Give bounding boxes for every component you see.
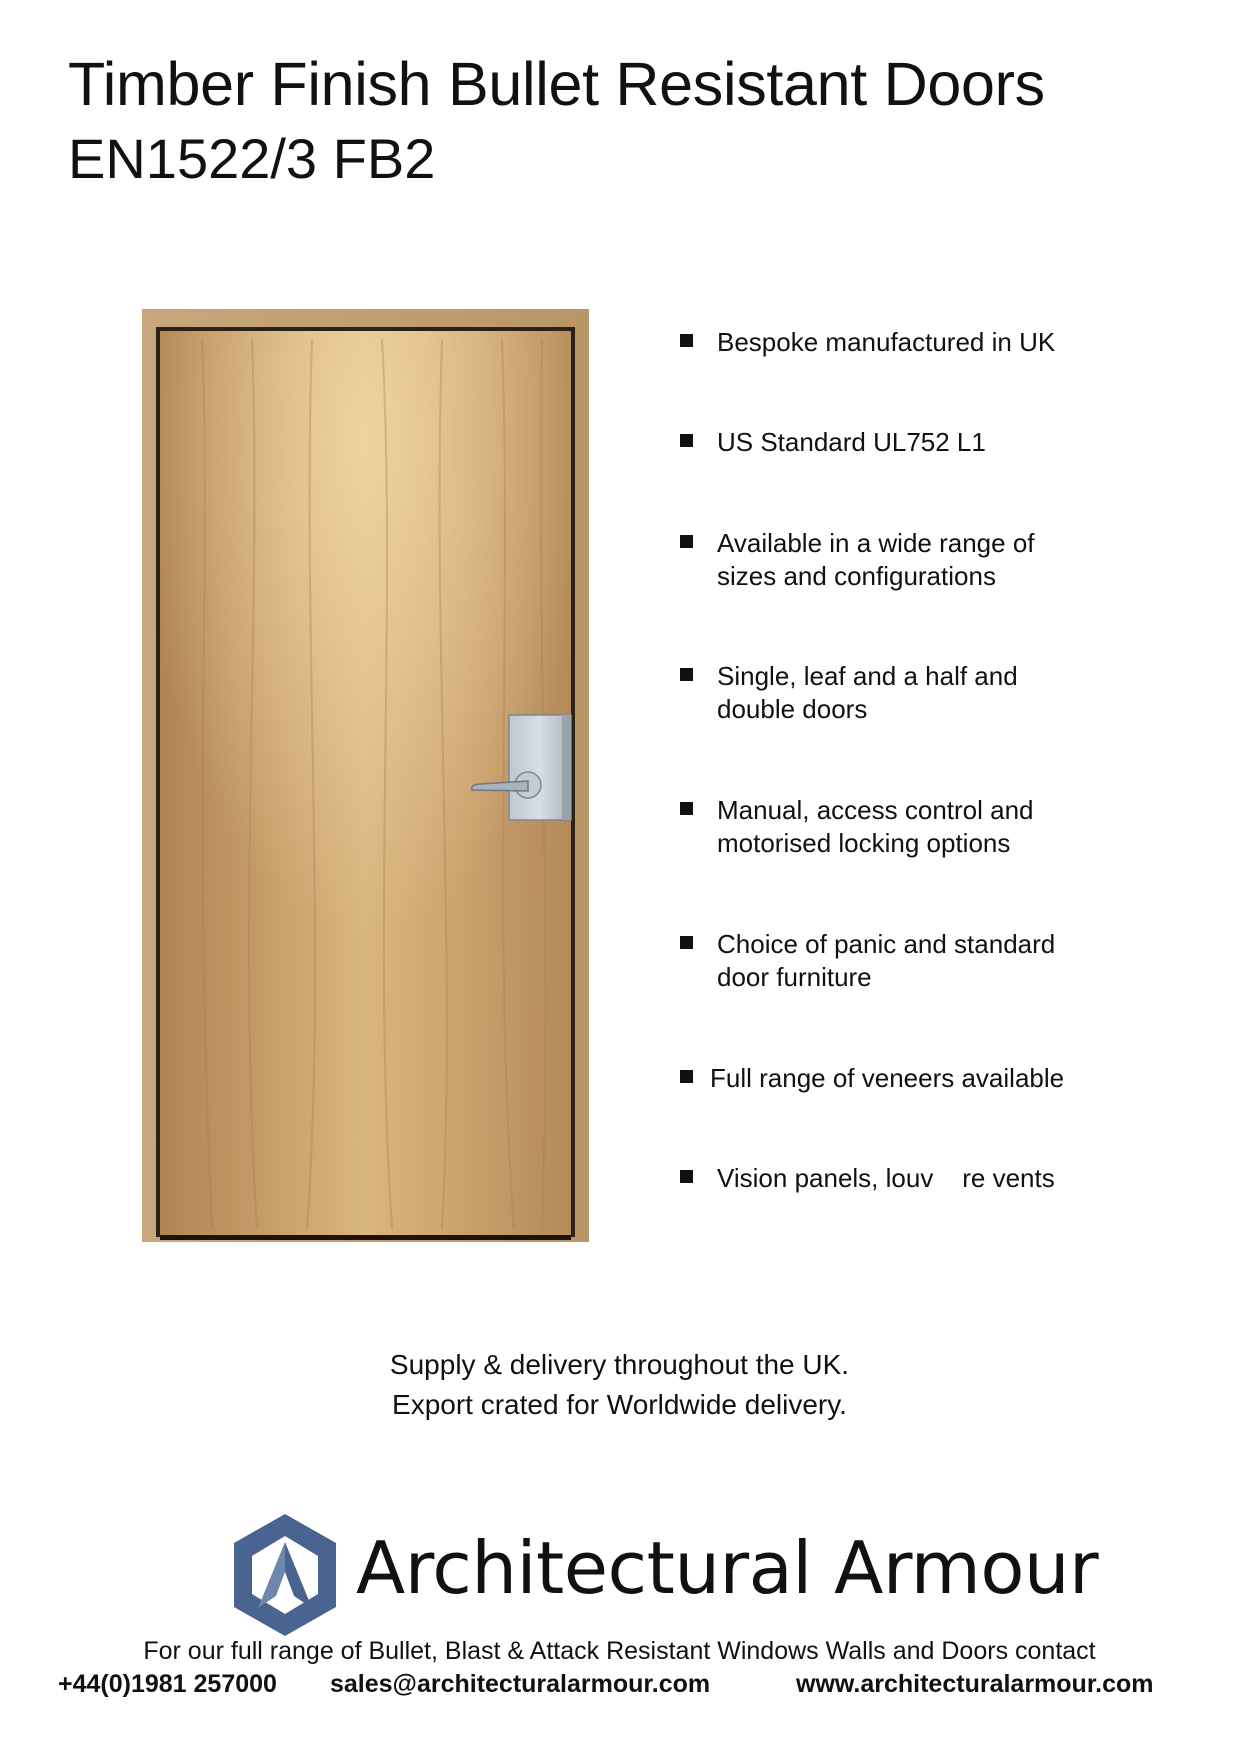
feature-text: Bespoke manufactured in UK [717, 327, 1056, 357]
bullet-square-icon [680, 936, 693, 949]
feature-text: Manual, access control and [717, 795, 1034, 825]
feature-text: Full range of veneers available [710, 1063, 1065, 1093]
bullet-square-icon [680, 434, 693, 447]
door-image [142, 309, 589, 1242]
page-title: Timber Finish Bullet Resistant Doors [68, 50, 1045, 118]
contact-intro: For our full range of Bullet, Blast & Attack Resistant Windows Walls and Doors contact [143, 1637, 1096, 1665]
feature-text: Vision panels, louv re vents [717, 1163, 1055, 1193]
feature-text: sizes and configurations [717, 561, 996, 591]
contact-phone[interactable]: +44(0)1981 257000 [58, 1670, 277, 1698]
bullet-square-icon [680, 668, 693, 681]
bullet-square-icon [680, 1170, 693, 1183]
feature-text: door furniture [717, 962, 872, 992]
bullet-square-icon [680, 535, 693, 548]
feature-text: Available in a wide range of [717, 528, 1035, 558]
feature-text: US Standard UL752 L1 [717, 427, 986, 457]
bullet-square-icon [680, 334, 693, 347]
feature-text: Choice of panic and standard [717, 929, 1056, 959]
brand-name: Architectural Armour [356, 1526, 1099, 1610]
page-subtitle: EN1522/3 FB2 [68, 127, 436, 190]
hexagon-a-logo-icon [232, 1512, 338, 1638]
brand-logo [232, 1512, 1099, 1642]
contact-website[interactable]: www.architecturalarmour.com [796, 1670, 1154, 1698]
feature-text: double doors [717, 694, 868, 724]
feature-text: Single, leaf and a half and [717, 661, 1018, 691]
bullet-square-icon [680, 802, 693, 815]
supply-line: Supply & delivery throughout the UK. [389, 1349, 850, 1380]
contact-email[interactable]: sales@architecturalarmour.com [330, 1670, 711, 1698]
feature-text: motorised locking options [717, 828, 1011, 858]
supply-statement [0, 1345, 1239, 1425]
export-line: Export crated for Worldwide delivery. [392, 1389, 847, 1420]
timber-door-image [142, 309, 589, 1242]
bullet-square-icon [680, 1070, 693, 1083]
